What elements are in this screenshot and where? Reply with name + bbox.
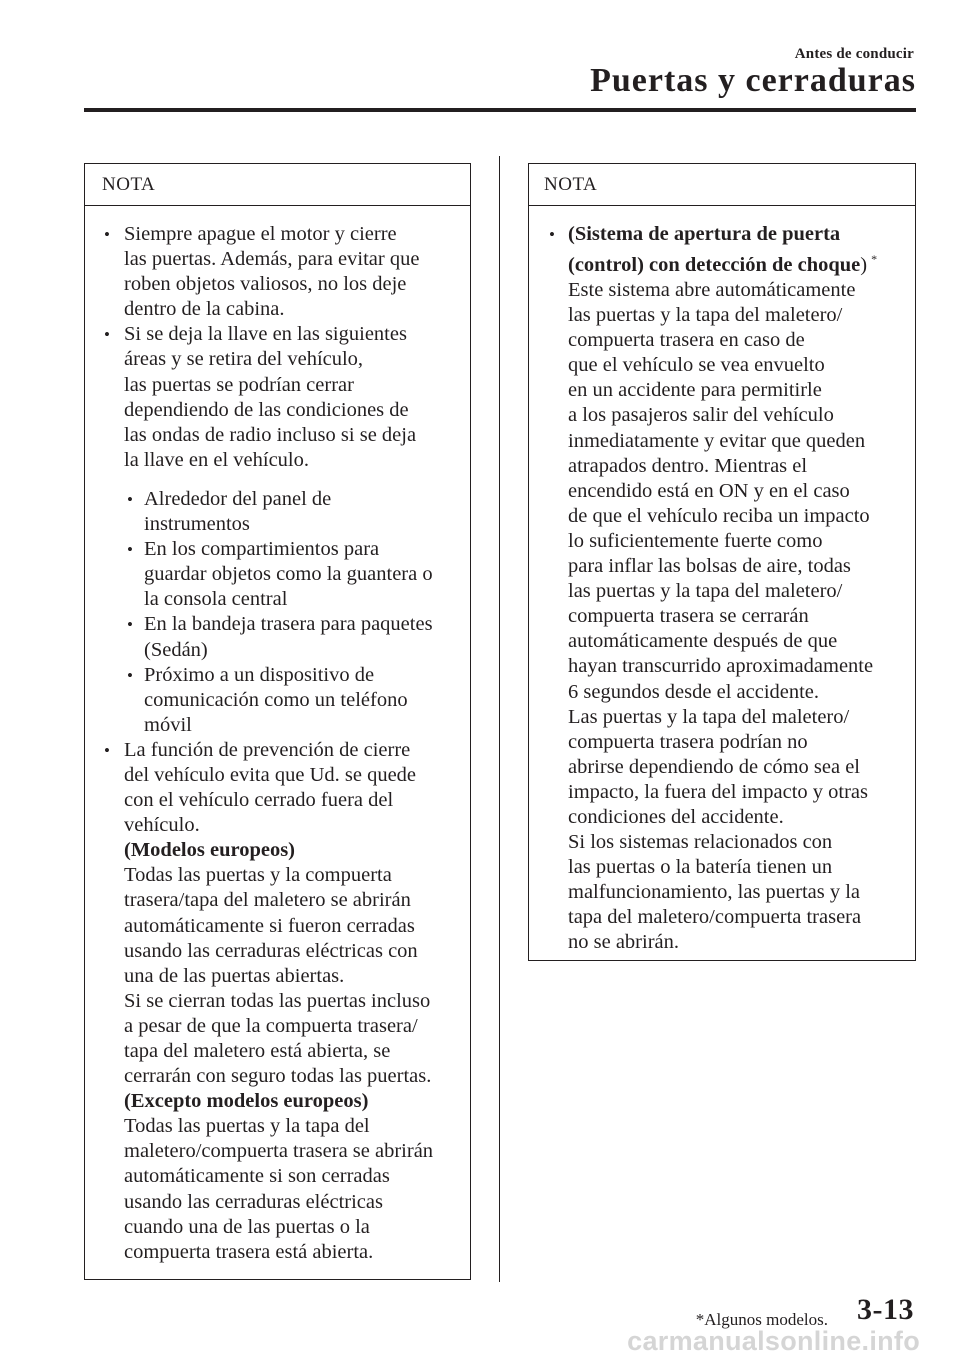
text-line: trasera/tapa del maletero se abrirán (124, 889, 411, 912)
note-body (85, 206, 470, 1265)
text-line: atrapados dentro. Mientras el (568, 454, 808, 477)
text-line: encendido está en ON y en el caso (568, 479, 850, 502)
heading-text: (control) con detección de choque (568, 253, 861, 276)
list-item-crash-unlock-system (529, 222, 915, 956)
text-line: 6 segundos desde el accidente. (568, 680, 820, 703)
text-line: Alrededor del panel de (144, 487, 332, 510)
text-line: que el vehículo se vea envuelto (568, 354, 825, 377)
text-line: a pesar de que la compuerta trasera/ (124, 1014, 418, 1037)
list-item-key-left-areas (85, 322, 470, 473)
list-item-lockout-prevention (85, 738, 470, 1265)
bullet-icon: • (127, 615, 133, 635)
text-line: compuerta trasera está abierta. (124, 1240, 374, 1263)
subheading-non-european-models: (Excepto modelos europeos) (124, 1090, 369, 1113)
text-line: Próximo a un dispositivo de (144, 663, 375, 686)
sub-item-communication-device (85, 663, 470, 738)
text-line: las puertas se podrían cerrar (124, 373, 354, 396)
text-line: cuando una de las puertas o la (124, 1215, 370, 1238)
text-line: La función de prevención de cierre (124, 738, 411, 761)
text-line: vehículo. (124, 814, 200, 837)
text-line: Si se cierran todas las puertas incluso (124, 989, 431, 1012)
text-line: cerrarán con seguro todas las puertas. (124, 1065, 432, 1088)
text-line: la consola central (144, 588, 288, 611)
bullet-icon: • (127, 540, 133, 560)
text-line: automáticamente si fueron cerradas (124, 914, 415, 937)
bullet-icon: • (104, 325, 110, 345)
text-line: compuerta trasera se cerrarán (568, 605, 809, 628)
text-line: En los compartimientos para (144, 538, 380, 561)
text-line: las puertas. Además, para evitar que (124, 248, 420, 271)
note-box-right (528, 163, 916, 961)
subheading-european-models: (Modelos europeos) (124, 839, 296, 862)
text-line: compuerta trasera podrían no (568, 730, 808, 753)
bullet-icon: • (127, 489, 133, 509)
text-line: tapa del maletero/compuerta trasera (568, 906, 862, 929)
bullet-icon: • (127, 665, 133, 685)
list-item-turn-off-engine (85, 222, 470, 322)
text-line: las puertas y la tapa del maletero/ (568, 580, 843, 603)
page-title: Puertas y cerraduras (590, 62, 916, 99)
section-label: Antes de conducir (794, 46, 914, 62)
text-line: maletero/compuerta trasera se abrirán (124, 1140, 434, 1163)
text-line: móvil (144, 713, 192, 736)
note-title: NOTA (529, 164, 915, 206)
sub-item-rear-package-tray (85, 612, 470, 662)
text-line: para inflar las bolsas de aire, todas (568, 555, 851, 578)
text-line: abrirse dependiendo de cómo sea el (568, 755, 861, 778)
text-line: automáticamente si son cerradas (124, 1165, 390, 1188)
text-line: las puertas o la batería tienen un (568, 856, 833, 879)
text-line: condiciones del accidente. (568, 805, 784, 828)
heading-line: (Sistema de apertura de puerta (568, 223, 841, 245)
text-line: lo suficientemente fuerte como (568, 529, 823, 552)
text-line: usando las cerraduras eléctricas con (124, 939, 418, 962)
bullet-icon: • (104, 225, 110, 244)
text-line: Todas las puertas y la compuerta (124, 864, 392, 887)
header-rule (84, 108, 916, 112)
text-line: impacto, la fuera del impacto y otras (568, 780, 868, 803)
text-line: tapa del maletero está abierta, se (124, 1040, 391, 1062)
text-line: no se abrirán. (568, 931, 679, 954)
text-line: del vehículo evita que Ud. se quede (124, 763, 417, 786)
text-line: Las puertas y la tapa del maletero/ (568, 705, 850, 728)
text-line: las puertas y la tapa del maletero/ (568, 304, 843, 327)
text-line: dependiendo de las condiciones de (124, 398, 409, 421)
text-line: instrumentos (144, 513, 250, 536)
text-line: a los pasajeros salir del vehículo (568, 404, 834, 427)
bullet-icon: • (104, 740, 110, 760)
text-line: Si se deja la llave en las siguientes (124, 323, 407, 346)
text-line: la llave en el vehículo. (124, 448, 309, 471)
text-line: automáticamente después de que (568, 630, 838, 653)
text-line: Este sistema abre automáticamente (568, 279, 856, 302)
page-number: 3-13 (857, 1293, 914, 1326)
bullet-icon: • (549, 225, 555, 244)
text-line: Siempre apague el motor y cierre (124, 223, 397, 245)
heading-line (568, 247, 915, 278)
footnote: *Algunos modelos. (695, 1310, 828, 1329)
sub-list (85, 487, 470, 738)
text-line: comunicación como un teléfono (144, 688, 408, 711)
sub-item-storage-compartments (85, 537, 470, 612)
column-divider (499, 156, 500, 1282)
text-line: compuerta trasera en caso de (568, 329, 805, 352)
text-line: áreas y se retira del vehículo, (124, 348, 364, 371)
note-title: NOTA (85, 164, 470, 206)
sub-item-instrument-panel (85, 487, 470, 537)
text-line: Si los sistemas relacionados con (568, 831, 833, 854)
note-body (529, 206, 915, 956)
note-box-left (84, 163, 471, 1280)
text-line: inmediatamente y evitar que queden (568, 429, 866, 452)
text-line: En la bandeja trasera para paquetes (144, 613, 433, 636)
text-line: hayan transcurrido aproximadamente (568, 655, 874, 678)
text-line: usando las cerraduras eléctricas (124, 1190, 383, 1213)
text-line: en un accidente para permitirle (568, 379, 822, 402)
text-line: de que el vehículo reciba un impacto (568, 504, 870, 527)
watermark: carmanualsonline.info (627, 1326, 920, 1356)
text-line: Todas las puertas y la tapa del (124, 1115, 370, 1138)
text-line: con el vehículo cerrado fuera del (124, 789, 394, 812)
text-line: las ondas de radio incluso si se deja (124, 423, 417, 446)
text-line: dentro de la cabina. (124, 298, 285, 321)
text-line: malfuncionamiento, las puertas y la (568, 881, 861, 904)
text-line: una de las puertas abiertas. (124, 964, 345, 987)
text-line: roben objetos valiosos, no los deje (124, 273, 407, 296)
heading-paren: ) (860, 253, 868, 276)
text-line: (Sedán) (144, 638, 208, 661)
text-line: guardar objetos como la guantera o (144, 563, 433, 586)
asterisk-marker: * (871, 252, 878, 267)
